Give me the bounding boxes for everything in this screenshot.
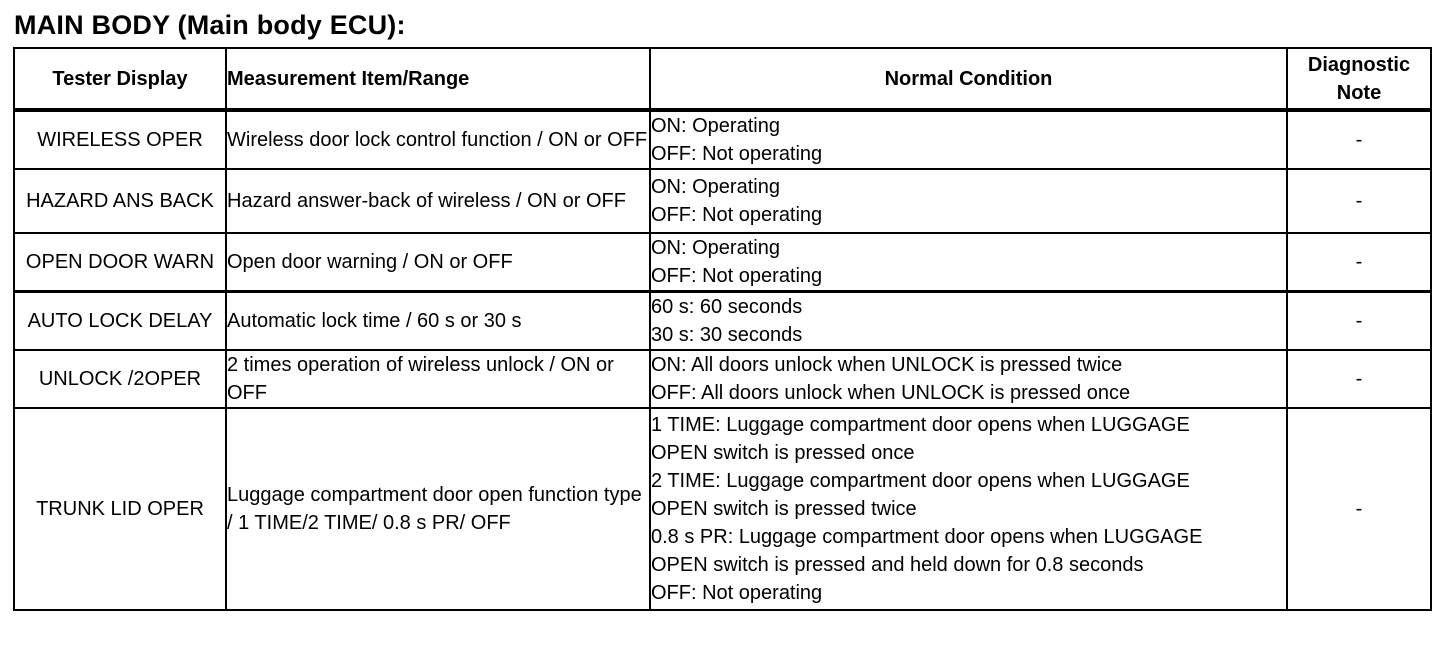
condition-line: 60 s: 60 seconds [651, 296, 803, 318]
normal-condition-cell [650, 169, 1287, 233]
diagnostic-note-cell: - [1287, 408, 1431, 610]
condition-line: 2 TIME: Luggage compartment door opens when LUGGAGE [651, 470, 1190, 492]
condition-line: 1 TIME: Luggage compartment door opens when LUGGAGE [651, 414, 1190, 436]
condition-line: OFF: Not operating [651, 204, 823, 226]
header-tester-display: Tester Display [14, 48, 226, 110]
diagnostic-note-cell: - [1287, 110, 1431, 169]
tester-display-cell: OPEN DOOR WARN [14, 233, 226, 292]
header-measurement: Measurement Item/Range [226, 48, 650, 110]
table-row [14, 169, 1431, 233]
condition-line: OFF: Not operating [651, 265, 823, 287]
normal-condition-cell [650, 233, 1287, 292]
condition-line: ON: Operating [651, 237, 780, 259]
tester-display-cell: TRUNK LID OPER [14, 408, 226, 610]
table-row [14, 110, 1431, 169]
table-row [14, 292, 1431, 351]
diagnostic-note-cell: - [1287, 292, 1431, 351]
page-title: MAIN BODY (Main body ECU): [14, 10, 406, 40]
header-diagnostic-note: Diagnostic Note [1287, 48, 1431, 110]
measurement-cell: Luggage compartment door open function type / 1 TIME/2 TIME/ 0.8 s PR/ OFF [226, 408, 650, 610]
normal-condition-cell [650, 292, 1287, 351]
tester-display-cell: UNLOCK /2OPER [14, 350, 226, 408]
tester-display-cell: AUTO LOCK DELAY [14, 292, 226, 351]
diagnostic-note-cell: - [1287, 350, 1431, 408]
diagnostic-note-cell: - [1287, 233, 1431, 292]
normal-condition-cell [650, 110, 1287, 169]
condition-line: OPEN switch is pressed and held down for 0.8 seconds [651, 554, 1144, 576]
measurement-cell: Open door warning / ON or OFF [226, 233, 650, 292]
condition-line: 30 s: 30 seconds [651, 324, 803, 346]
condition-line: ON: Operating [651, 176, 780, 198]
table-row [14, 233, 1431, 292]
table-row [14, 408, 1431, 610]
condition-line: OPEN switch is pressed twice [651, 498, 917, 520]
normal-condition-cell [650, 408, 1287, 610]
header-normal-condition: Normal Condition [650, 48, 1287, 110]
normal-condition-cell [650, 350, 1287, 408]
header-row [14, 48, 1431, 110]
table-row [14, 350, 1431, 408]
measurement-cell: Automatic lock time / 60 s or 30 s [226, 292, 650, 351]
tester-display-cell: WIRELESS OPER [14, 110, 226, 169]
measurement-cell: 2 times operation of wireless unlock / ON or OFF [226, 350, 650, 408]
condition-line: ON: Operating [651, 115, 780, 137]
measurement-cell: Wireless door lock control function / ON or OFF [226, 110, 650, 169]
condition-line: OFF: Not operating [651, 143, 823, 165]
tester-display-cell: HAZARD ANS BACK [14, 169, 226, 233]
condition-line: OPEN switch is pressed once [651, 442, 915, 464]
data-list-table [13, 47, 1432, 611]
measurement-cell: Hazard answer-back of wireless / ON or OFF [226, 169, 650, 233]
condition-line: OFF: Not operating [651, 582, 823, 604]
condition-line: OFF: All doors unlock when UNLOCK is pressed once [651, 382, 1131, 404]
condition-line: ON: All doors unlock when UNLOCK is pressed twice [651, 354, 1123, 376]
condition-line: 0.8 s PR: Luggage compartment door opens when LUGGAGE [651, 526, 1203, 548]
diagnostic-note-cell: - [1287, 169, 1431, 233]
